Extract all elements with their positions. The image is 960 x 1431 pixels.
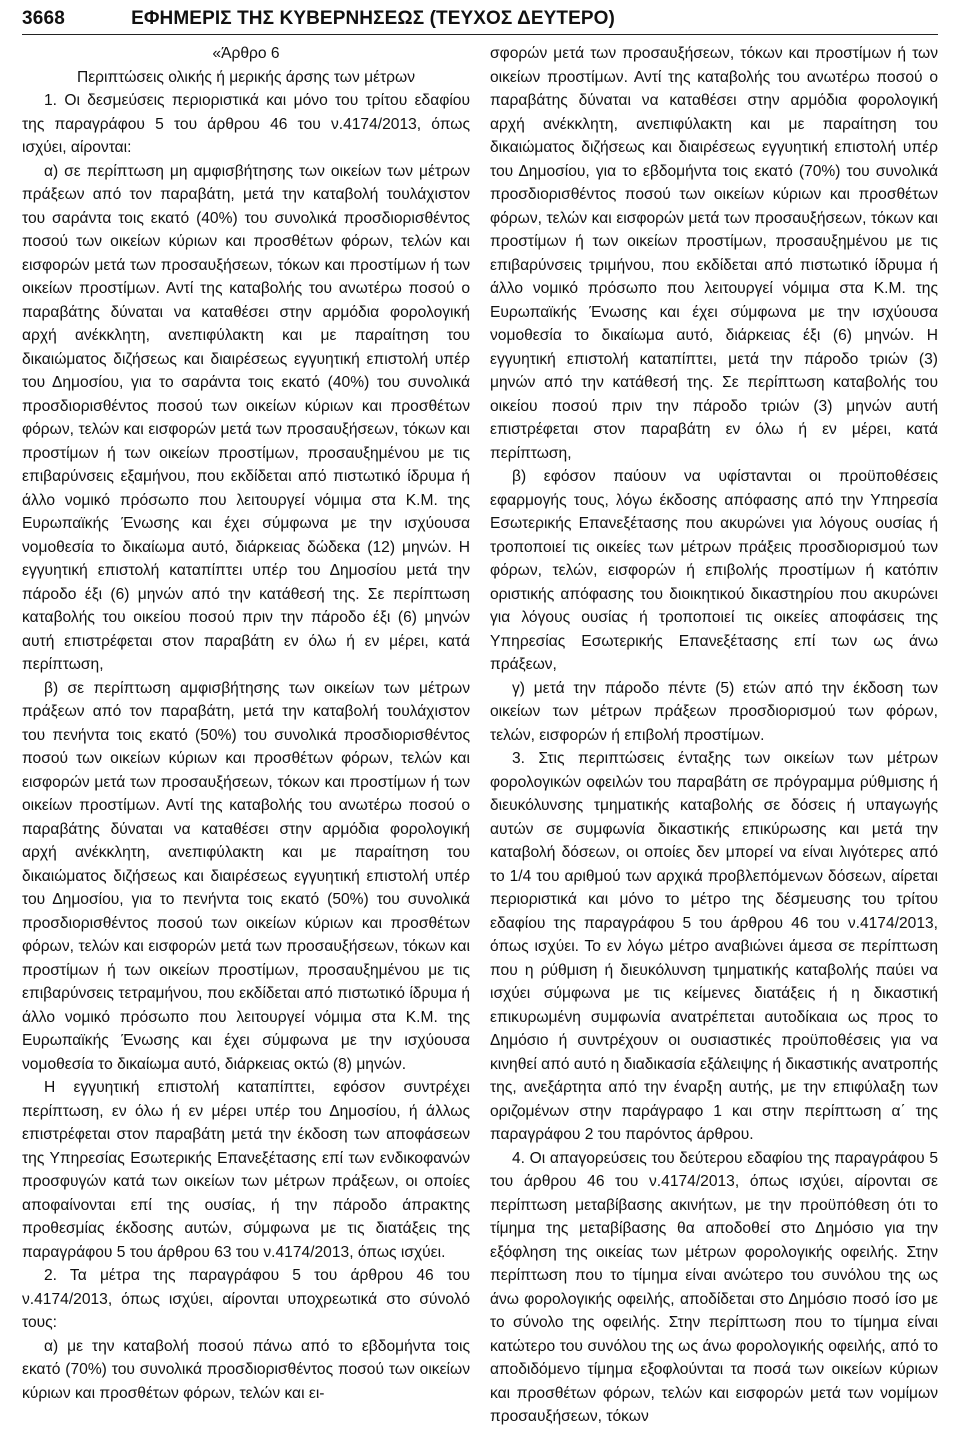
paragraph: β) σε περίπτωση αμφισβήτησης των οικείων των μέτρων πράξεων από τον παραβάτη, μετά την καταβολή τουλάχιστον του πενήντα τοις εκατό (50%) του συνολικά προσδιορισθέντος ποσού των οικείων κύριων και προσθέτων φόρων, τελών και εισφορών μετά των προσαυξήσεων, τόκων και προστίμων ή των οικείων προστίμων. Αντί της καταβολής του ανωτέρω ποσού ο παραβάτης δύναται να καταθέσει στην αρμόδια φορολογική αρχή ανέκκλητη, ανεπιφύλακτη και με παραίτηση του δικαιώματος διζήσεως και διαιρέσεως εγγυητική επιστολή υπέρ του Δημοσίου, για το πενήντα τοις εκατό (50%) του συνολικά προσδιορισθέντος ποσού των οικείων κύριων και προσθέτων φόρων, τελών και εισφορών μετά των προσαυξήσεων, τόκων και προστίμων ή των οικείων προστίμων, προσαυξημένου με τις επιβαρύνσεις τετραμήνου, που εκδίδεται από πιστωτικό ίδρυμα ή άλλο νομικό πρόσωπο που λειτουργεί νόμιμα στα Κ.Μ. της Ευρωπαϊκής Ένωσης και έχει σύμφωνα με την ισχύουσα νομοθεσία το δικαίωμα αυτό, διάρκειας οκτώ (8) μηνών. xyxy=(22,679,470,1073)
paragraph: 1. Οι δεσμεύσεις περιοριστικά και μόνο του τρίτου εδαφίου της παραγράφου 5 του άρθρου 46 του ν.4174/2013, όπως ισχύει, αίρονται: xyxy=(22,92,470,156)
paragraph: γ) μετά την πάροδο πέντε (5) ετών από την έκδοση των οικείων των μέτρων πράξεων προσδιορισμού των φόρων, τελών, εισφορών ή επιβολή προστίμων. xyxy=(490,679,938,744)
journal-title: ΕΦΗΜΕΡΙΣ ΤΗΣ ΚΥΒΕΡΝΗΣΕΩΣ (ΤΕΥΧΟΣ ΔΕΥΤΕΡΟ) xyxy=(131,8,615,29)
left-column xyxy=(22,42,470,1405)
paragraph: α) σε περίπτωση μη αμφισβήτησης των οικείων των μέτρων πράξεων από τον παραβάτη, μετά την καταβολή τουλάχιστον του σαράντα τοις εκατό (40%) του συνολικά προσδιορισθέντος ποσού των οικείων κύριων και προσθέτων φόρων, τελών και εισφορών μετά των προσαυξήσεων, τόκων και προστίμων ή των οικείων προστίμων. Αντί της καταβολής του ανωτέρω ποσού ο παραβάτης δύναται να καταθέσει στην αρμόδια φορολογική αρχή ανέκκλητη, ανεπιφύλακτη και με παραίτηση του δικαιώματος διζήσεως και διαιρέσεως εγγυητική επιστολή υπέρ του Δημοσίου, για το σαράντα τοις εκατό (40%) του συνολικά προσδιορισθέντος ποσού των οικείων κύριων και προσθέτων φόρων, τελών και εισφορών μετά των προσαυξήσεων, τόκων και προστίμων ή των οικείων προστίμων, προσαυξημένου με τις επιβαρύνσεις εξαμήνου, που εκδίδεται από πιστωτικό ίδρυμα ή άλλο νομικό πρόσωπο που λειτουργεί νόμιμα στα Κ.Μ. της Ευρωπαϊκής Ένωσης και έχει σύμφωνα με την ισχύουσα νομοθεσία το δικαίωμα αυτό, διάρκειας δώδεκα (12) μηνών. Η εγγυητική επιστολή καταπίπτει υπέρ του Δημοσίου μετά την πάροδο έξι (6) μηνών από την κατάθεσή της. Σε περίπτωση καταβολής του οικείου ποσού πριν την πάροδο έξι (6) μηνών αυτή επιστρέφεται στον παραβάτη εν όλω ή εν μέρει, κατά περίπτωση, xyxy=(22,162,470,673)
paragraph: Η εγγυητική επιστολή καταπίπτει, εφόσον συντρέχει περίπτωση, εν όλω ή εν μέρει υπέρ του Δημοσίου, ή άλλως επιστρέφεται στον παραβάτη μετά την έκδοση των αποφάσεων της Υπηρεσίας Εσωτερικής Επανεξέτασης επί των ενδικοφανών προσφυγών κατά των οικείων των μέτρων πράξεων, οι οποίες αποφαίνονται επί της ουσίας, ή την πάροδο άπρακτης προθεσμίας έκδοσης αυτών, σύμφωνα με τις διατάξεις της παραγράφου 5 του άρθρου 63 του ν.4174/2013, όπως ισχύει. xyxy=(22,1079,470,1261)
header-divider xyxy=(22,34,938,35)
paragraph-continued: σφορών μετά των προσαυξήσεων, τόκων και προστίμων ή των οικείων προστίμων. Αντί της καταβολής του ανωτέρω ποσού ο παραβάτης δύναται να καταθέσει στην αρμόδια φορολογική αρχή ανέκκλητη, ανεπιφύλακτη και με παραίτηση του δικαιώματος διζήσεως και διαιρέσεως εγγυητική επιστολή υπέρ του Δημοσίου, για το εβδομήντα τοις εκατό (70%) του συνολικά προσδιορισθέντος ποσού των οικείων κύριων και προσθέτων φόρων, τελών και εισφορών μετά των προσαυξήσεων, τόκων και προστίμων ή των οικείων προστίμων, προσαυξημένου με τις επιβαρύνσεις τριμήνου, που εκδίδεται από πιστωτικό ίδρυμα ή άλλο νομικό πρόσωπο που λειτουργεί νόμιμα στα Κ.Μ. της Ευρωπαϊκής Ένωσης και έχει σύμφωνα με την ισχύουσα νομοθεσία το δικαίωμα αυτό, διάρκειας έξι (6) μηνών. Η εγγυητική επιστολή καταπίπτει, μετά την πάροδο τριών (3) μηνών από την κατάθεσή της. Σε περίπτωση καταβολής του οικείου ποσού πριν την πάροδο τριών (3) μηνών αυτή επιστρέφεται στον παραβάτη εν όλω ή εν μέρει, κατά περίπτωση, xyxy=(490,45,938,462)
page-number: 3668 xyxy=(22,8,66,29)
right-column xyxy=(490,42,938,1429)
paragraph: α) με την καταβολή ποσού πάνω από το εβδομήντα τοις εκατό (70%) του συνολικά προσδιορισθέντος ποσού των οικείων κύριων και προσθέτων φόρων, τελών και ει- xyxy=(22,1337,470,1402)
page-header xyxy=(22,4,938,34)
article-heading: «Άρθρο 6 xyxy=(212,45,280,62)
article-title: Περιπτώσεις ολικής ή μερικής άρσης των μέτρων xyxy=(76,68,416,86)
paragraph: 2. Τα μέτρα της παραγράφου 5 του άρθρου 46 του ν.4174/2013, όπως ισχύει, αίρονται υποχρεωτικά στο σύνολό τους: xyxy=(22,1267,470,1331)
paragraph: 4. Οι απαγορεύσεις του δεύτερου εδαφίου της παραγράφου 5 του άρθρου 46 του ν.4174/2013, όπως ισχύει, αίρονται σε περίπτωση μεταβίβασης ακινήτων, με την προϋπόθεση ότι το τίμημα της μεταβίβασης θα αποδοθεί στο Δημόσιο για την εξόφληση της οικείας των μέτρων φορολογικής οφειλής. Στην περίπτωση που το τίμημα είναι ανώτερο του συνόλου της ως άνω φορολογικής οφειλής, αποδίδεται στο Δημόσιο ποσό ίσο με το σύνολο της οφειλής. Στην περίπτωση που το τίμημα είναι κατώτερο του συνόλου της ως άνω φορολογικής οφειλής, από το αποδιδόμενο τίμημα εξοφλούνται τα ποσά των οικείων κύριων και προσθέτων φόρων, τελών και εισφορών μετά των νομίμων προσαυξήσεων, τόκων xyxy=(490,1149,938,1425)
paragraph: 3. Στις περιπτώσεις ένταξης των οικείων των μέτρων φορολογικών οφειλών του παραβάτη σε πρόγραμμα ρύθμισης ή διευκόλυνσης τμηματικής καταβολής σε δόσεις ή υπαγωγής αυτών σε συμφωνία δικαστικής επικύρωσης και μετά την καταβολή δόσεων, οι οποίες δεν μπορεί να είναι λιγότερες από το 1/4 του αριθμού των αρχικά προβλεπόμενων δόσεων, αίρεται περιοριστικά και μόνο το μέτρο της δέσμευσης του τρίτου εδαφίου της παραγράφου 5 του άρθρου 46 του ν.4174/2013, όπως ισχύει. Το εν λόγω μέτρο αναβιώνει άμεσα σε περίπτωση που η ρύθμιση ή διευκόλυνση τμηματικής καταβολής παύει να ισχύει σύμφωνα με τις κείμενες διατάξεις ή η δικαστική επικυρωμένη συμφωνία ανατρέπεται αυτοδίκαια ως προς το Δημόσιο ή συντρέχουν οι ουσιαστικές προϋποθέσεις για να κινηθεί από αυτό η διαδικασία εξάλειψης ή δικαστικής ανατροπής της, ανεξάρτητα από την έναρξη αυτής, με την επιφύλαξη των οριζομένων στην παράγραφο 1 και στην περίπτωση α΄ της παραγράφου 2 του παρόντος άρθρου. xyxy=(490,750,938,1143)
paragraph: β) εφόσον παύουν να υφίστανται οι προϋποθέσεις εφαρμογής τους, λόγω έκδοσης απόφασης από την Υπηρεσία Εσωτερικής Επανεξέτασης που ακυρώνει για λόγους ουσίας ή τροποποιεί τις οικείες των μέτρων πράξεις προσδιορισμού των φόρων, τελών, εισφορών ή επιβολής προστίμων ή κατόπιν οριστικής απόφασης του διοικητικού δικαστηρίου που ακυρώνει για λόγους ουσίας ή τροποποιεί τις οικείες αποφάσεις της Υπηρεσίας Εσωτερικής Επανεξέτασης επί των ως άνω πράξεων, xyxy=(490,468,938,673)
